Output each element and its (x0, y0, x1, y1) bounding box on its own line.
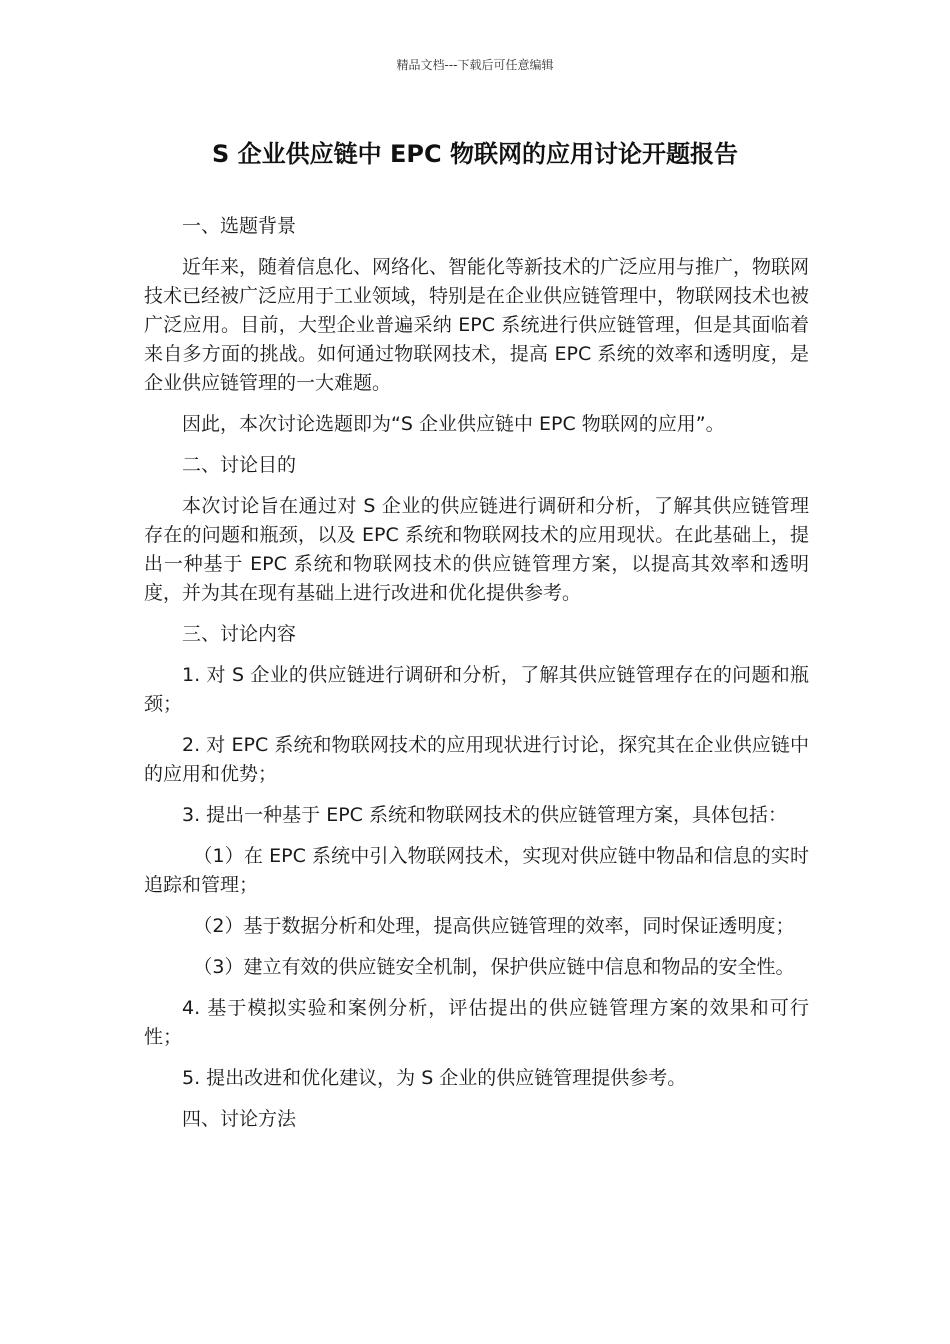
list-item-4: 4. 基于模拟实验和案例分析，评估提出的供应链管理方案的效果和可行性； (144, 997, 809, 1048)
list-item-5: 5. 提出改进和优化建议，为 S 企业的供应链管理提供参考。 (182, 1067, 687, 1089)
list-item-3: 3. 提出一种基于 EPC 系统和物联网技术的供应链管理方案，具体包括： (182, 804, 787, 826)
section-heading-method: 四、讨论方法 (182, 1108, 297, 1130)
sub-item-2: （2）基于数据分析和处理，提高供应链管理的效率，同时保证透明度； (193, 915, 795, 937)
paragraph-background: 近年来，随着信息化、网络化、智能化等新技术的广泛应用与推广，物联网技术已经被广泛应用于工业领域，特别是在企业供应链管理中，物联网技术也被广泛应用。目前，大型企业普遍采纳 EPC 系统进行供应链管理，但是其面临着来自多方面的挑战。如何通过物联网技术，提高 EPC 系统的效率和透明度，是企业供应链管理的一大难题。 (144, 256, 810, 394)
section-heading-content: 三、讨论内容 (182, 623, 297, 645)
list-item-1: 1. 对 S 企业的供应链进行调研和分析，了解其供应链管理存在的问题和瓶颈； (144, 664, 809, 715)
paragraph-purpose: 本次讨论旨在通过对 S 企业的供应链进行调研和分析，了解其供应链管理存在的问题和瓶颈，以及 EPC 系统和物联网技术的应用现状。在此基础上，提出一种基于 EPC 系统和物联网技术的供应链管理方案，以提高其效率和透明度，并为其在现有基础上进行改进和优化提供参考。 (144, 495, 809, 604)
document-title: S 企业供应链中 EPC 物联网的应用讨论开题报告 (212, 140, 738, 168)
section-heading-background: 一、选题背景 (182, 215, 297, 237)
page-header: 精品文档---下载后可任意编辑 (396, 58, 554, 72)
document-body (144, 212, 809, 1146)
sub-item-1: （1）在 EPC 系统中引入物联网技术，实现对供应链中物品和信息的实时追踪和管理； (144, 845, 809, 896)
sub-item-3: （3）建立有效的供应链安全机制，保护供应链中信息和物品的安全性。 (193, 956, 795, 978)
list-item-2: 2. 对 EPC 系统和物联网技术的应用现状进行讨论，探究其在企业供应链中的应用和优势； (144, 734, 809, 785)
section-heading-purpose: 二、讨论目的 (182, 454, 297, 476)
paragraph-topic: 因此，本次讨论选题即为“S 企业供应链中 EPC 物联网的应用”。 (182, 413, 725, 435)
